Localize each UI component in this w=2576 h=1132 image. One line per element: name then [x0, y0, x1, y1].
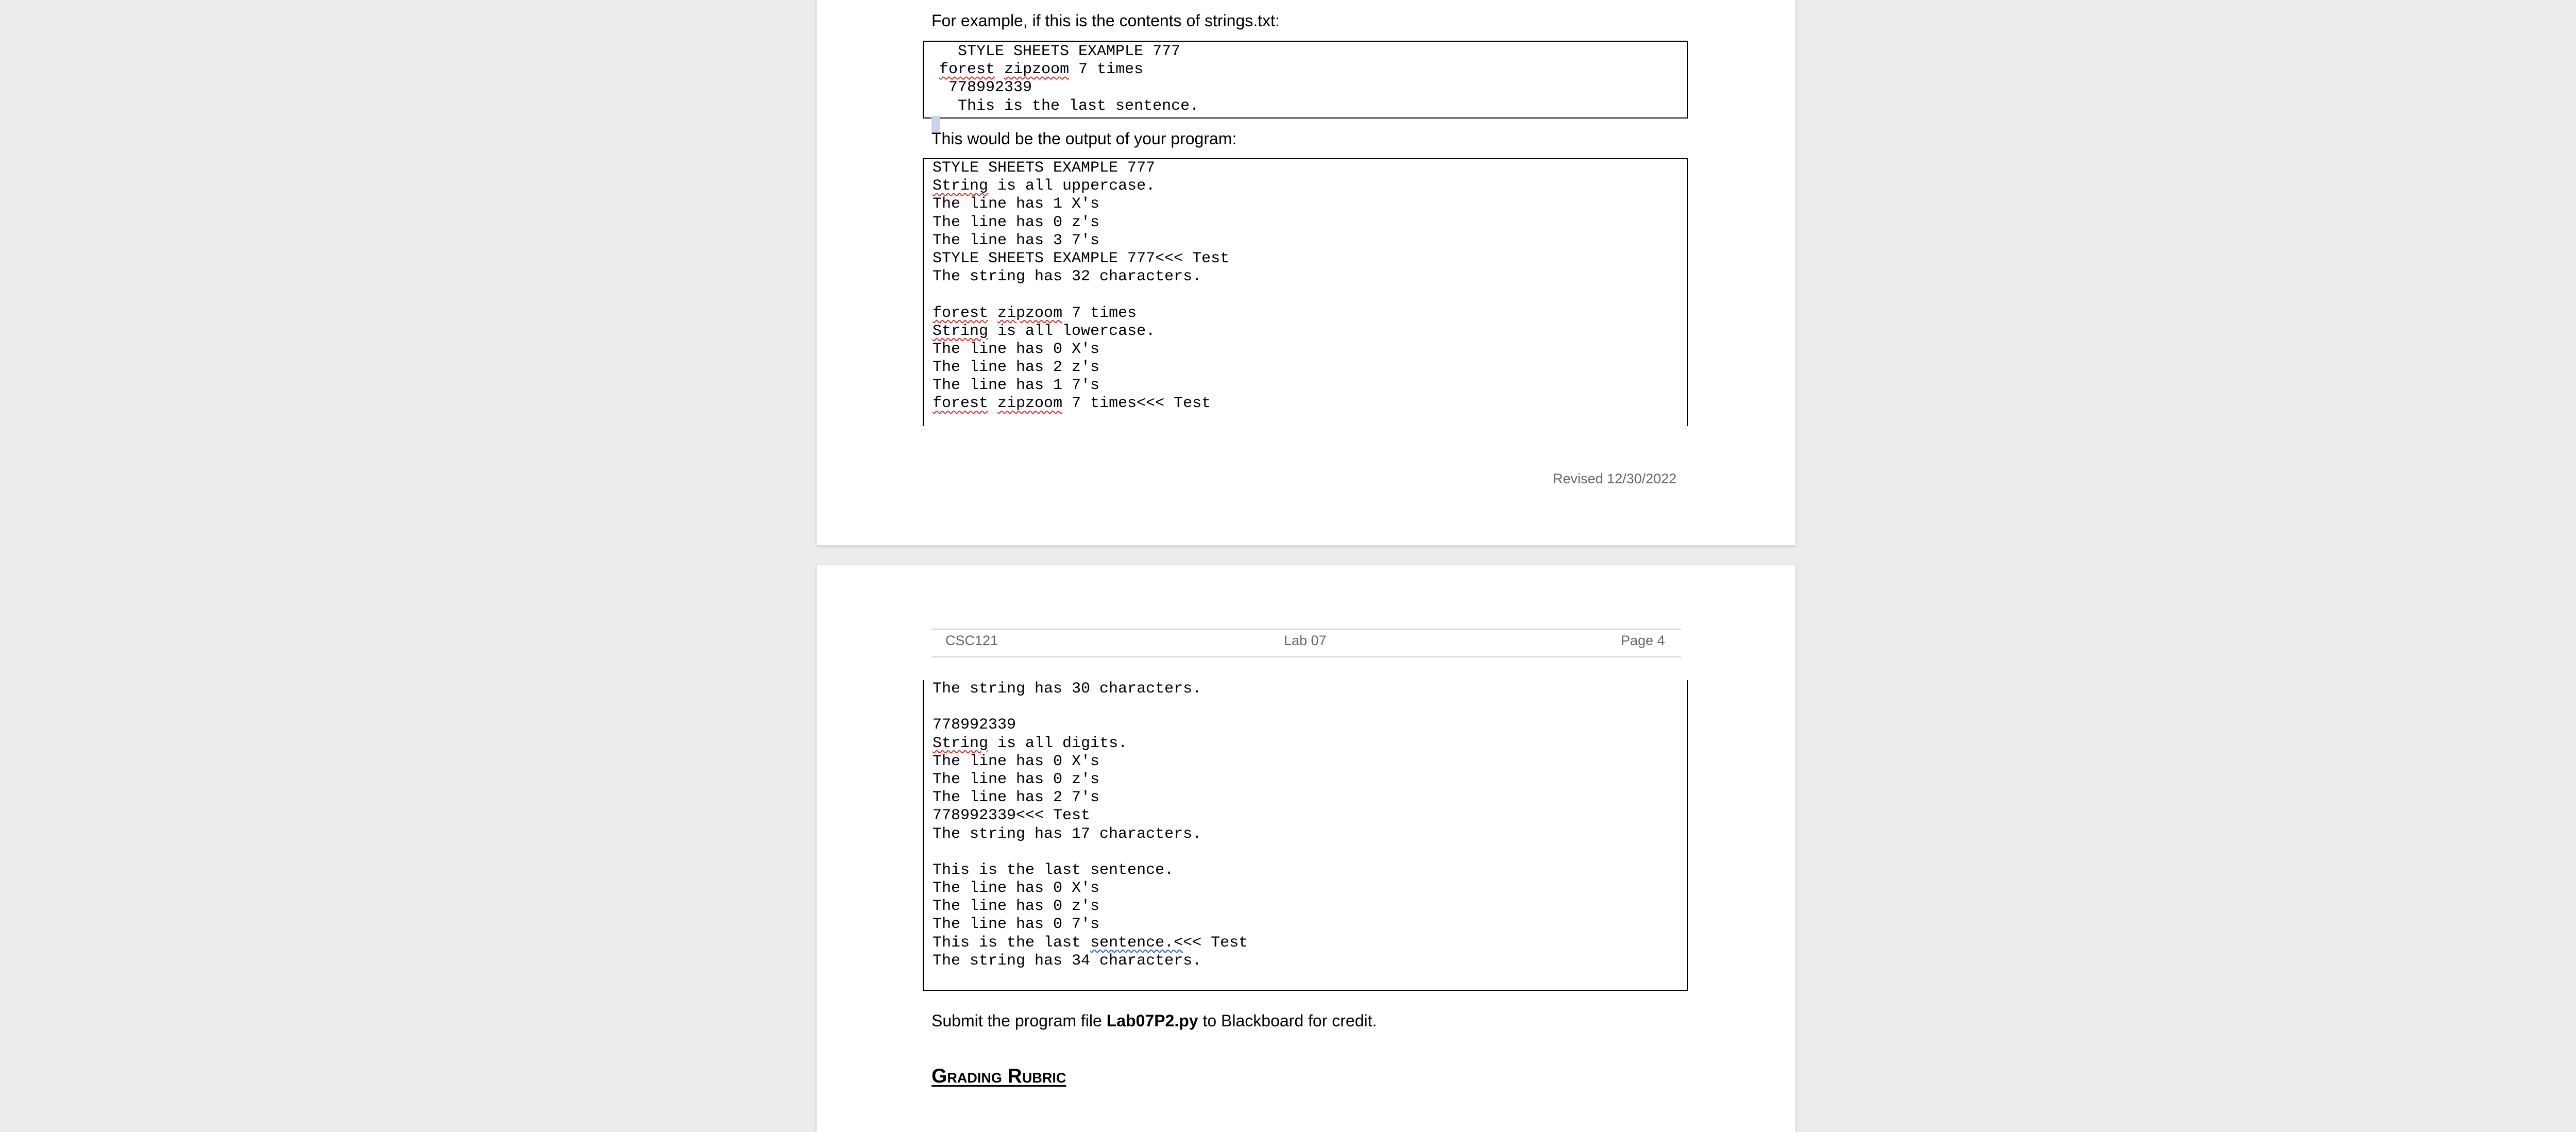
code-line — [933, 753, 1687, 771]
code-line — [933, 268, 1687, 286]
spellcheck-flagged-word: zipzoom — [997, 395, 1063, 413]
code-line — [933, 807, 1687, 825]
submit-instruction — [931, 1011, 1377, 1030]
code-text: The line has 0 X's — [933, 340, 1100, 358]
grading-rubric-heading: Grading Rubric — [931, 1065, 1066, 1087]
code-text: is all uppercase. — [988, 177, 1156, 195]
code-line — [933, 214, 1687, 232]
header-lab: Lab 07 — [1284, 633, 1327, 648]
header-page-number: Page 4 — [1621, 633, 1665, 648]
code-text: The line has 0 X's — [933, 752, 1100, 770]
example-intro-text: For example, if this is the contents of strings.txt: — [931, 11, 1280, 30]
strings-file-contents-box — [923, 41, 1688, 119]
code-text — [995, 61, 1004, 78]
code-line — [933, 195, 1687, 213]
code-line — [933, 323, 1687, 341]
submit-filename: Lab07P2.py — [1106, 1011, 1198, 1030]
code-text — [930, 61, 939, 78]
spellcheck-flagged-word: String — [933, 734, 989, 752]
spellcheck-flagged-word: zipzoom — [997, 304, 1063, 322]
submit-text-before: Submit the program file — [931, 1011, 1107, 1030]
code-text: The string has 17 characters. — [933, 825, 1202, 843]
document-page-4 — [817, 565, 1795, 1132]
code-text: is all lowercase. — [988, 322, 1156, 340]
code-line — [933, 880, 1687, 898]
code-text: The line has 0 z's — [933, 213, 1100, 231]
code-text: 778992339 — [930, 79, 1032, 97]
code-text: This is the last sentence. — [930, 97, 1199, 115]
spellcheck-flagged-word: zipzoom — [1004, 61, 1070, 79]
code-text: The string has 34 characters. — [933, 952, 1202, 970]
code-line — [933, 232, 1687, 250]
code-text: is all digits. — [988, 734, 1128, 752]
code-line — [933, 250, 1687, 268]
code-text: The line has 2 7's — [933, 789, 1100, 807]
document-page-3 — [817, 0, 1795, 545]
code-text: The line has 0 z's — [933, 898, 1100, 916]
code-text: The line has 3 7's — [933, 231, 1100, 249]
code-text: STYLE SHEETS EXAMPLE 777 — [933, 159, 1156, 177]
code-text: STYLE SHEETS EXAMPLE 777 — [930, 43, 1181, 60]
code-text: 778992339<<< Test — [933, 807, 1091, 825]
code-line — [933, 395, 1687, 413]
code-text: The string has 30 characters. — [933, 680, 1202, 698]
output-lines — [933, 680, 1687, 970]
code-text: The string has 32 characters. — [933, 268, 1202, 286]
header-top-rule — [931, 629, 1681, 630]
code-line — [933, 898, 1687, 916]
program-output-box-part2 — [923, 680, 1688, 991]
submit-text-after: to Blackboard for credit. — [1198, 1011, 1377, 1030]
spellcheck-flagged-word: forest — [933, 304, 989, 322]
code-line — [933, 716, 1687, 734]
code-text: This is the last sentence. — [933, 861, 1174, 879]
code-line — [933, 286, 1687, 304]
code-text: The line has 0 X's — [933, 880, 1100, 898]
file-lines — [930, 43, 1687, 115]
code-text: 7 times<<< Test — [1062, 395, 1211, 413]
spellcheck-flagged-word: String — [933, 322, 989, 340]
spellcheck-flagged-word: forest — [933, 395, 989, 413]
code-line — [930, 61, 1687, 79]
code-line — [933, 934, 1687, 952]
code-line — [933, 680, 1687, 698]
code-text — [988, 395, 997, 412]
code-line — [933, 177, 1687, 195]
code-text: The line has 2 z's — [933, 359, 1100, 377]
code-text: << Test — [1183, 934, 1248, 952]
code-line — [930, 79, 1687, 97]
code-line — [933, 952, 1687, 970]
code-text: The line has 0 7's — [933, 916, 1100, 934]
code-text: STYLE SHEETS EXAMPLE 777<<< Test — [933, 249, 1230, 267]
code-line — [930, 97, 1687, 115]
code-line — [933, 359, 1687, 377]
spellcheck-flagged-word: forest — [939, 61, 995, 79]
program-output-box-part1 — [923, 158, 1688, 426]
code-line — [933, 698, 1687, 716]
code-text: This is the last — [933, 934, 1091, 952]
code-text: 7 times — [1062, 304, 1137, 322]
code-text — [988, 305, 997, 322]
code-line — [933, 916, 1687, 934]
revised-footer: Revised 12/30/2022 — [1553, 471, 1677, 486]
code-line — [933, 825, 1687, 843]
code-line — [933, 377, 1687, 395]
code-text: The line has 1 7's — [933, 377, 1100, 395]
code-text: 7 times — [1069, 61, 1144, 79]
grammar-flagged-word: sentence.< — [1090, 934, 1183, 952]
output-intro-text: This would be the output of your program: — [931, 129, 1237, 148]
code-line — [933, 341, 1687, 359]
code-line — [933, 735, 1687, 753]
code-line — [933, 861, 1687, 880]
output-lines — [933, 159, 1687, 413]
code-text: The line has 0 z's — [933, 770, 1100, 788]
header-bottom-rule — [931, 656, 1681, 657]
code-line — [933, 159, 1687, 177]
code-text: 778992339 — [933, 716, 1016, 734]
code-line — [933, 843, 1687, 861]
code-line — [930, 43, 1687, 61]
code-text: The line has 1 X's — [933, 195, 1100, 213]
code-line — [933, 771, 1687, 789]
code-line — [933, 305, 1687, 323]
code-line — [933, 789, 1687, 807]
spellcheck-flagged-word: String — [933, 177, 989, 195]
header-course: CSC121 — [945, 633, 998, 648]
